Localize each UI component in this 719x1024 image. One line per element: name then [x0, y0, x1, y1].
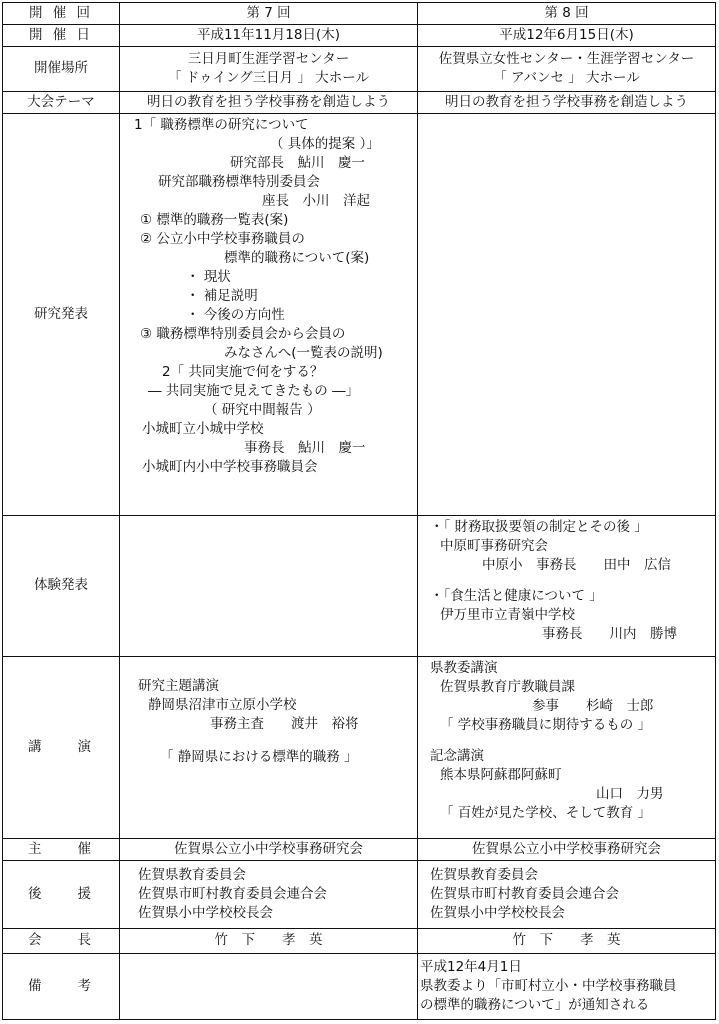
remarks-line: 県教委より「市町村立小・中学校事務職員 [420, 977, 677, 994]
lecture-line: 熊本県阿蘇郡阿蘇町 [440, 766, 562, 783]
research-line: 事務長 鮎川 慶一 [244, 439, 366, 456]
research-line: 座長 小川 洋起 [262, 192, 370, 209]
experience-session-7-empty [120, 515, 418, 656]
date-session-8: 平成12年6月15日(木) [418, 25, 716, 47]
experience-session-8 [418, 515, 716, 656]
label-venue: 開催場所 [3, 47, 120, 91]
label-session-number: 開 催 回 [3, 3, 120, 25]
row-venue [3, 47, 716, 91]
row-remarks [3, 953, 716, 1019]
venue-7-line-1: 三日月町生涯学習センター [187, 50, 350, 67]
lecture-line: 県教委講演 [430, 659, 498, 676]
lecture-line: 記念講演 [430, 747, 484, 764]
label-research: 研究発表 [3, 113, 120, 515]
research-line: 小城町内小中学校事務職員会 [142, 458, 318, 475]
venue-8-line-1: 佐賀県立女性センター・生涯学習センター [438, 50, 695, 67]
row-research [3, 113, 716, 515]
lecture-line: 「 静岡県における標準的職務 」 [160, 748, 358, 765]
supporters-session-7 [120, 861, 418, 929]
supporter-line: 佐賀県教育委員会 [138, 867, 246, 884]
row-supporters [3, 861, 716, 929]
research-line: ③ 職務標準特別委員会から会員の [140, 325, 346, 342]
label-theme: 大会テーマ [3, 91, 120, 113]
remarks-session-7-empty [120, 953, 418, 1019]
research-line: ・ 現状 [186, 268, 231, 285]
research-line: 小城町立小城中学校 [142, 420, 264, 437]
venue-session-7 [120, 47, 418, 91]
research-line: ① 標準的職務一覧表(案) [140, 211, 289, 228]
president-session-8: 竹 下 孝 英 [418, 929, 716, 953]
session-8-header: 第 8 回 [418, 3, 716, 25]
experience-line: 中原小 事務長 田中 広信 [482, 556, 671, 573]
research-line: （ 研究中間報告 ） [204, 401, 321, 418]
president-session-7: 竹 下 孝 英 [120, 929, 418, 953]
lecture-line: 事務主査 渡井 裕将 [210, 715, 359, 732]
lecture-line: 参事 杉崎 士郎 [532, 697, 654, 714]
label-lecture: 講 演 [3, 656, 120, 838]
date-session-7: 平成11年11月18日(木) [120, 25, 418, 47]
row-lecture [3, 656, 716, 838]
supporters-session-8 [418, 861, 716, 929]
row-date [3, 25, 716, 47]
remarks-line: 平成12年4月1日 [420, 958, 522, 975]
label-date: 開 催 日 [3, 25, 120, 47]
row-president [3, 929, 716, 953]
lecture-line: 佐賀県教育庁教職員課 [440, 678, 575, 695]
supporter-line: 佐賀県小中学校校長会 [138, 905, 273, 922]
experience-line: 事務長 川内 勝博 [542, 625, 677, 642]
supporter-line: 佐賀県市町村教育委員会連合会 [138, 886, 327, 903]
experience-line: ・「 財務取扱要領の制定とその後 」 [430, 518, 648, 535]
research-line: 研究部長 鮎川 慶一 [230, 154, 365, 171]
label-remarks: 備 考 [3, 953, 120, 1019]
remarks-session-8 [418, 953, 716, 1019]
theme-session-7: 明日の教育を担う学校事務を創造しよう [120, 91, 418, 113]
lecture-session-7 [120, 656, 418, 838]
supporter-line: 佐賀県市町村教育委員会連合会 [430, 886, 619, 903]
research-line: みなさんへ(一覧表の説明) [224, 344, 383, 361]
label-experience: 体験発表 [3, 515, 120, 656]
research-line: ― 共同実施で見えてきたもの ―」 [148, 382, 360, 399]
event-record-sheet [2, 2, 715, 1020]
remarks-line: の標準的職務について」が通知される [420, 996, 650, 1013]
venue-8-line-2: 「 アバンセ 」 大ホール [493, 69, 640, 86]
research-session-7 [120, 113, 418, 515]
label-president: 会 長 [3, 929, 120, 953]
label-supporters: 後 援 [3, 861, 120, 929]
research-line: 研究部職務標準特別委員会 [158, 173, 320, 190]
research-line: ・ 今後の方向性 [186, 306, 285, 323]
lecture-line: 研究主題講演 [138, 677, 219, 694]
organizer-session-8: 佐賀県公立小中学校事務研究会 [418, 838, 716, 860]
research-line: 2「 共同実施で何をする？ [162, 363, 324, 380]
research-line: （ 具体的提案 ）」 [270, 135, 380, 152]
experience-line: 伊万里市立青嶺中学校 [440, 606, 575, 623]
row-theme [3, 91, 716, 113]
lecture-line: 静岡県沼津市立原小学校 [148, 696, 297, 713]
theme-session-8: 明日の教育を担う学校事務を創造しよう [418, 91, 716, 113]
label-organizer: 主 催 [3, 838, 120, 860]
lecture-line: 「 学校事務職員に期待するもの 」 [440, 716, 652, 733]
research-session-8-empty [418, 113, 716, 515]
venue-7-line-2: 「 ドゥイング三日月 」 大ホール [168, 69, 369, 86]
session-7-header: 第 7 回 [120, 3, 418, 25]
supporter-line: 佐賀県教育委員会 [430, 867, 538, 884]
research-line: 1「 職務標準の研究について [134, 116, 309, 133]
row-experience [3, 515, 716, 656]
research-line: ・ 補足説明 [186, 287, 258, 304]
row-organizer [3, 838, 716, 860]
experience-line: ・「食生活と健康について 」 [430, 587, 603, 604]
lecture-session-8 [418, 656, 716, 838]
lecture-line: 山口 力男 [596, 785, 664, 802]
lecture-line: 「 百姓が見た学校、そして教育 」 [440, 804, 652, 821]
row-session-number [3, 3, 716, 25]
venue-session-8 [418, 47, 716, 91]
research-line: 標準的職務について(案) [224, 249, 370, 266]
research-line: ② 公立小中学校事務職員の [140, 230, 305, 247]
organizer-session-7: 佐賀県公立小中学校事務研究会 [120, 838, 418, 860]
supporter-line: 佐賀県小中学校校長会 [430, 905, 565, 922]
experience-line: 中原町事務研究会 [440, 537, 548, 554]
event-table [2, 2, 716, 1020]
